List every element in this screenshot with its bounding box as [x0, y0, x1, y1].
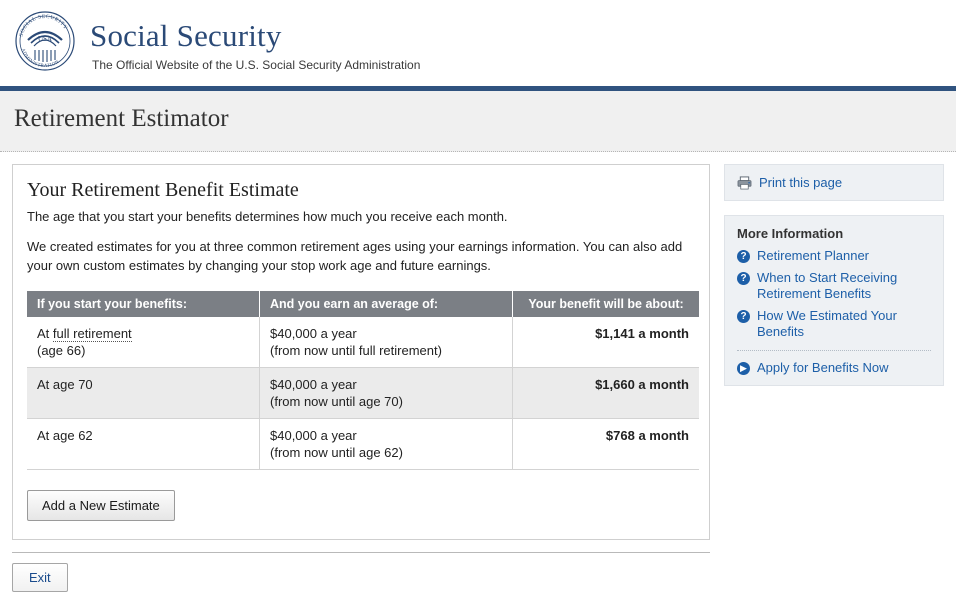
- apply-link-label: Apply for Benefits Now: [757, 360, 889, 375]
- row-age-prefix: At age 70: [37, 377, 93, 392]
- row-age-cell: [27, 368, 260, 419]
- site-header: [0, 0, 956, 86]
- print-box: [724, 164, 944, 201]
- row-earnings-amount: $40,000 a year: [270, 377, 357, 392]
- row-age-cell: [27, 317, 260, 368]
- panel-paragraph: We created estimates for you at three common retirement ages using your earnings information. You can also add your own custom estimates by changing your stop work age and future earnings.: [27, 239, 683, 273]
- row-earnings-period: (from now until age 70): [270, 394, 403, 409]
- table-header-benefit: Your benefit will be about:: [513, 291, 700, 317]
- row-benefit-cell: $1,660 a month: [513, 368, 700, 419]
- row-age-prefix: At age 62: [37, 428, 93, 443]
- row-benefit-cell: $1,141 a month: [513, 317, 700, 368]
- printer-icon: [737, 176, 752, 190]
- list-item[interactable]: [737, 270, 931, 302]
- more-information-title: More Information: [737, 226, 844, 241]
- apply-for-benefits-link[interactable]: [737, 360, 931, 375]
- link-when-to-start: When to Start Receiving Retirement Benefits: [757, 270, 898, 301]
- panel-lead: The age that you start your benefits determines how much you receive each month.: [27, 209, 508, 224]
- table-header-row: [27, 291, 699, 317]
- question-icon: ?: [737, 272, 750, 285]
- table-row: [27, 419, 699, 470]
- row-age-cell: [27, 419, 260, 470]
- more-information-box: [724, 215, 944, 386]
- row-benefit-cell: $768 a month: [513, 419, 700, 470]
- link-how-we-estimated: How We Estimated Your Benefits: [757, 308, 897, 339]
- list-item[interactable]: [737, 248, 931, 264]
- svg-text:ADMINISTRATION: ADMINISTRATION: [19, 47, 61, 70]
- row-earnings-period: (from now until age 62): [270, 445, 403, 460]
- row-earnings-cell: [260, 368, 513, 419]
- table-row: [27, 317, 699, 368]
- print-link-label: Print this page: [759, 175, 843, 190]
- row-earnings-period: (from now until full retirement): [270, 343, 442, 358]
- brand-subtitle: The Official Website of the U.S. Social Security Administration: [92, 58, 421, 72]
- exit-divider: [12, 552, 710, 553]
- content-area: [0, 152, 956, 540]
- page-title: Retirement Estimator: [14, 105, 229, 132]
- link-retirement-planner: Retirement Planner: [757, 248, 869, 263]
- full-retirement-term[interactable]: full retirement: [52, 326, 132, 341]
- svg-text:USA: USA: [37, 35, 53, 43]
- row-earnings-cell: [260, 419, 513, 470]
- row-age-suffix: (age 66): [37, 343, 86, 358]
- table-header-start: If you start your benefits:: [27, 291, 260, 317]
- row-earnings-amount: $40,000 a year: [270, 326, 357, 341]
- table-row: [27, 368, 699, 419]
- table-header-earnings: And you earn an average of:: [260, 291, 513, 317]
- question-icon: ?: [737, 250, 750, 263]
- sidebar: [724, 164, 944, 400]
- exit-area: [0, 552, 956, 592]
- ssa-seal-icon: [14, 10, 76, 72]
- row-age-prefix: At: [37, 326, 53, 341]
- brand-title: Social Security: [90, 18, 282, 53]
- estimate-panel: [12, 164, 710, 540]
- row-earnings-cell: [260, 317, 513, 368]
- question-icon: ?: [737, 310, 750, 323]
- add-new-estimate-button[interactable]: Add a New Estimate: [27, 490, 175, 521]
- sidebar-divider: [737, 350, 931, 351]
- svg-text:SOCIAL SECURITY: SOCIAL SECURITY: [18, 13, 69, 38]
- print-this-page-link[interactable]: [737, 175, 931, 190]
- arrow-right-icon: ▶: [737, 362, 750, 375]
- list-item[interactable]: [737, 308, 931, 340]
- more-information-list: [737, 248, 931, 340]
- panel-title: Your Retirement Benefit Estimate: [27, 179, 299, 201]
- exit-button[interactable]: Exit: [12, 563, 68, 592]
- page-title-band: [0, 91, 956, 152]
- estimate-table: [27, 291, 699, 470]
- row-earnings-amount: $40,000 a year: [270, 428, 357, 443]
